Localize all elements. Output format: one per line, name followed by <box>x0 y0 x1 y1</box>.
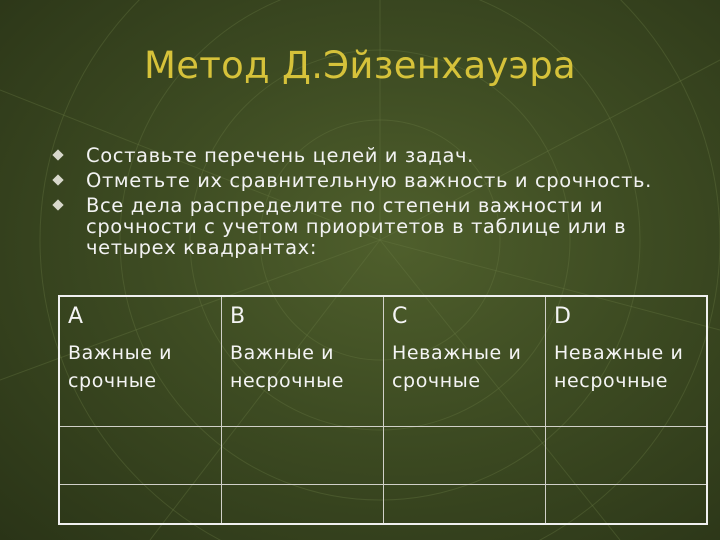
bullet-item <box>48 145 698 166</box>
table-cell-empty <box>384 427 546 485</box>
bullet-item <box>48 170 698 191</box>
table-cell-d <box>546 297 706 427</box>
quadrant-description: Неважные и несрочные <box>554 342 684 392</box>
table-cell-empty <box>60 485 222 523</box>
diamond-bullet-icon <box>52 149 63 160</box>
table-cell-empty <box>222 485 384 523</box>
table-cell-empty <box>222 427 384 485</box>
table-cell-b <box>222 297 384 427</box>
quadrant-letter: A <box>68 304 84 329</box>
bullet-text: Отметьте их сравнительную важность и срочность. <box>86 169 652 192</box>
bullet-list <box>48 145 698 262</box>
table-cell-a <box>60 297 222 427</box>
quadrant-description: Важные и срочные <box>68 342 173 392</box>
bullet-item <box>48 195 698 258</box>
bullet-text: Все дела распределите по степени важности и срочности с учетом приоритетов в таблице или в четырех квадрантах: <box>86 194 627 259</box>
quadrant-description: Неважные и срочные <box>392 342 522 392</box>
table-cell-empty <box>60 427 222 485</box>
diamond-bullet-icon <box>52 174 63 185</box>
quadrant-description: Важные и несрочные <box>230 342 344 392</box>
table-cell-empty <box>546 427 706 485</box>
quadrant-letter: C <box>392 304 408 329</box>
quadrant-letter: D <box>554 304 572 329</box>
table-cell-c <box>384 297 546 427</box>
diamond-bullet-icon <box>52 199 63 210</box>
eisenhower-table <box>58 295 708 525</box>
table-cell-empty <box>384 485 546 523</box>
quadrant-letter: B <box>230 304 246 329</box>
bullet-text: Составьте перечень целей и задач. <box>86 144 474 167</box>
slide-title: Метод Д.Эйзенхауэра <box>143 44 577 87</box>
table-cell-empty <box>546 485 706 523</box>
